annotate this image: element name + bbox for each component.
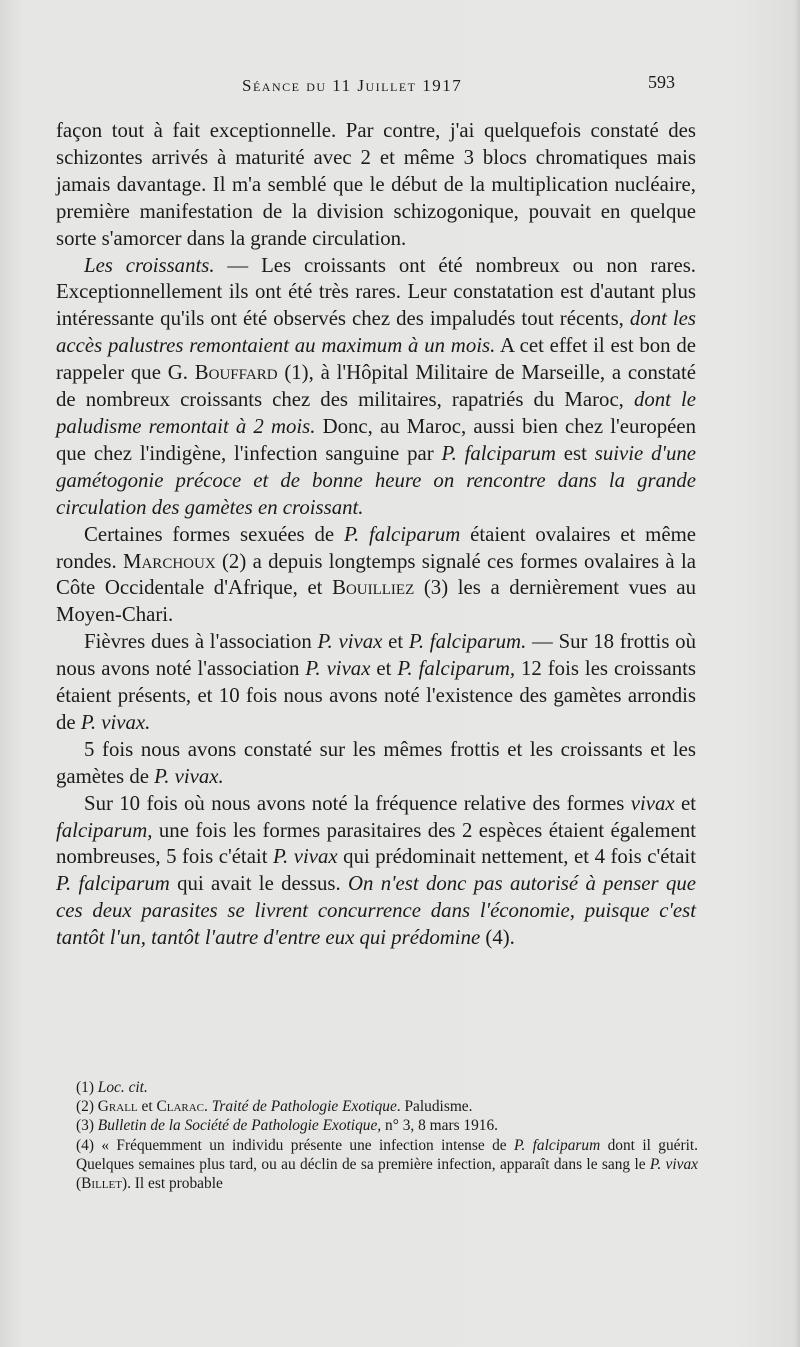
footnote-mark: (3) bbox=[76, 1117, 98, 1135]
footnote-text: Loc. cit. bbox=[97, 1079, 148, 1096]
section-heading-croissants: Les croissants. bbox=[84, 253, 215, 277]
italic-run: suivie d'une gamétogonie précoce et de bonne heure on rencontre dans la grande circulation des gamètes en croissant. bbox=[56, 441, 696, 519]
text-run: — Les croissants ont été nombreux ou non rares. Exceptionnellement ils ont été très rares. Leur constatation est d'autant plus intéressante qu'ils ont été observés chez des impaludés tout récents, bbox=[56, 253, 697, 331]
species-name: P. falciparum. bbox=[408, 630, 527, 654]
text-run: Fièvres dues à l'association bbox=[84, 630, 318, 654]
text-run: une fois les formes parasitaires des 2 espèces étaient également nombreuses, 5 fois c'était bbox=[56, 818, 696, 869]
text-run: et bbox=[674, 791, 697, 815]
paragraph-text: façon tout à fait exceptionnelle. Par contre, j'ai quelquefois constaté des schizontes arrivés à maturité avec 2 et même 3 blocs chromatiques mais jamais davantage. Il m'a semblé que le début de la multiplication nucléaire, première manifestation de la division schizogonique, pouvait en quelque sorte s'amorcer dans la grande circulation. bbox=[56, 119, 696, 250]
footnote-mark: (4) bbox=[76, 1136, 102, 1154]
species-name: P. falciparum bbox=[514, 1136, 601, 1154]
footnote-4 bbox=[76, 1136, 698, 1194]
book-title: Traité de Pathologie Exotique bbox=[211, 1098, 397, 1116]
text-run: A cet effet il est bon de rappeler que G. bbox=[56, 334, 696, 385]
text-run: n° 3, 8 mars 1916. bbox=[381, 1117, 499, 1135]
text-run: (3) les a dernièrement vues au Moyen-Chari. bbox=[56, 576, 696, 627]
species-name: P. falciparum bbox=[343, 522, 461, 546]
text-run: « Fréquemment un individu présente une infection intense de bbox=[101, 1136, 514, 1154]
species-name: falciparum, bbox=[56, 818, 153, 842]
text-run: (2) a depuis longtemps signalé ces formes ovalaires à la Côte Occidentale d'Afrique, et bbox=[56, 549, 696, 600]
footnote-1 bbox=[76, 1078, 698, 1097]
paragraph-schizontes bbox=[56, 118, 696, 253]
text-run: qui avait le dessus. bbox=[169, 872, 348, 896]
text-run: . bbox=[204, 1098, 212, 1116]
author-name: Bouffard bbox=[194, 361, 278, 385]
journal-title: Bulletin de la Société de Pathologie Exotique, bbox=[97, 1117, 382, 1135]
paragraph-frequence bbox=[56, 791, 696, 952]
author-name: Grall bbox=[97, 1098, 138, 1116]
author-name: Clarac bbox=[156, 1098, 204, 1116]
paragraph-croissants bbox=[56, 253, 696, 522]
footnote-3 bbox=[76, 1116, 698, 1135]
footnote-2 bbox=[76, 1097, 698, 1116]
paragraph-formes-sexuees bbox=[56, 522, 696, 630]
running-title: Séance du 11 Juillet 1917 bbox=[242, 76, 463, 95]
text-run: étaient ovalaires et même rondes. bbox=[56, 522, 696, 573]
footnotes bbox=[76, 1078, 698, 1193]
text-run: Sur 10 fois où nous avons noté la fréquence relative des formes bbox=[84, 791, 631, 815]
paragraph-association bbox=[56, 629, 696, 737]
running-head bbox=[0, 72, 800, 102]
page-number: 593 bbox=[648, 72, 675, 92]
italic-run: On n'est donc pas autorisé à penser que ces deux parasites se livrent concurrence dans l'économie, puisque c'est tantôt l'un, tantôt l'autre d'entre eux qui prédomine bbox=[56, 872, 696, 950]
page-edge-shadow bbox=[794, 0, 800, 1347]
italic-run: dont les accès palustres remontaient au maximum à un mois. bbox=[56, 307, 697, 358]
body-text bbox=[56, 118, 696, 952]
species-name: P. falciparum bbox=[441, 441, 556, 465]
species-name: P. falciparum, bbox=[397, 657, 516, 681]
species-name: vivax bbox=[630, 791, 675, 815]
text-run: et bbox=[137, 1098, 157, 1116]
author-name: Bouilliez bbox=[332, 576, 415, 600]
footnote-ref: (4). bbox=[480, 926, 515, 950]
text-run: ). Il est probable bbox=[121, 1175, 223, 1193]
text-run: . Paludisme. bbox=[396, 1098, 473, 1116]
species-name: P. vivax bbox=[273, 845, 338, 869]
author-name: Billet bbox=[81, 1175, 122, 1193]
text-run: et bbox=[382, 630, 409, 654]
author-name: Marchoux bbox=[122, 549, 216, 573]
paragraph-cinq-fois bbox=[56, 737, 696, 791]
text-run: 5 fois nous avons constaté sur les mêmes frottis et les croissants et les gamètes de bbox=[56, 737, 696, 788]
species-name: P. vivax. bbox=[80, 710, 151, 734]
text-run: Donc, au Maroc, aussi bien chez l'européen que chez l'indigène, l'infection sanguine par bbox=[56, 414, 696, 465]
species-name: P. vivax. bbox=[154, 764, 224, 788]
footnote-mark: (2) bbox=[76, 1098, 98, 1116]
species-name: P. falciparum bbox=[56, 872, 170, 896]
text-run: Certaines formes sexuées de bbox=[84, 522, 344, 546]
text-run: (1), à l'Hôpital Militaire de Marseille, a constaté de nombreux croissants chez des militaires, rapatriés du Maroc, bbox=[56, 361, 697, 412]
text-run: 12 fois les croissants étaient présents, et 10 fois nous avons noté l'existence des gamètes arrondis de bbox=[56, 657, 696, 734]
species-name: P. vivax bbox=[305, 657, 371, 681]
text-run: qui prédominait nettement, et 4 fois c'était bbox=[337, 845, 696, 869]
italic-run: dont le paludisme remontait à 2 mois. bbox=[56, 388, 696, 438]
text-run: est bbox=[555, 441, 595, 465]
text-run: ( bbox=[76, 1175, 82, 1193]
text-run: — Sur 18 frottis où nous avons noté l'association bbox=[56, 630, 696, 681]
species-name: P. vivax bbox=[649, 1155, 699, 1173]
text-run: et bbox=[370, 657, 398, 681]
text-run: dont il guérit. Quelques semaines plus tard, ou au déclin de sa première infection, apparaît dans le sang le bbox=[76, 1136, 699, 1173]
species-name: P. vivax bbox=[317, 630, 383, 654]
footnote-mark: (1) bbox=[76, 1079, 98, 1096]
